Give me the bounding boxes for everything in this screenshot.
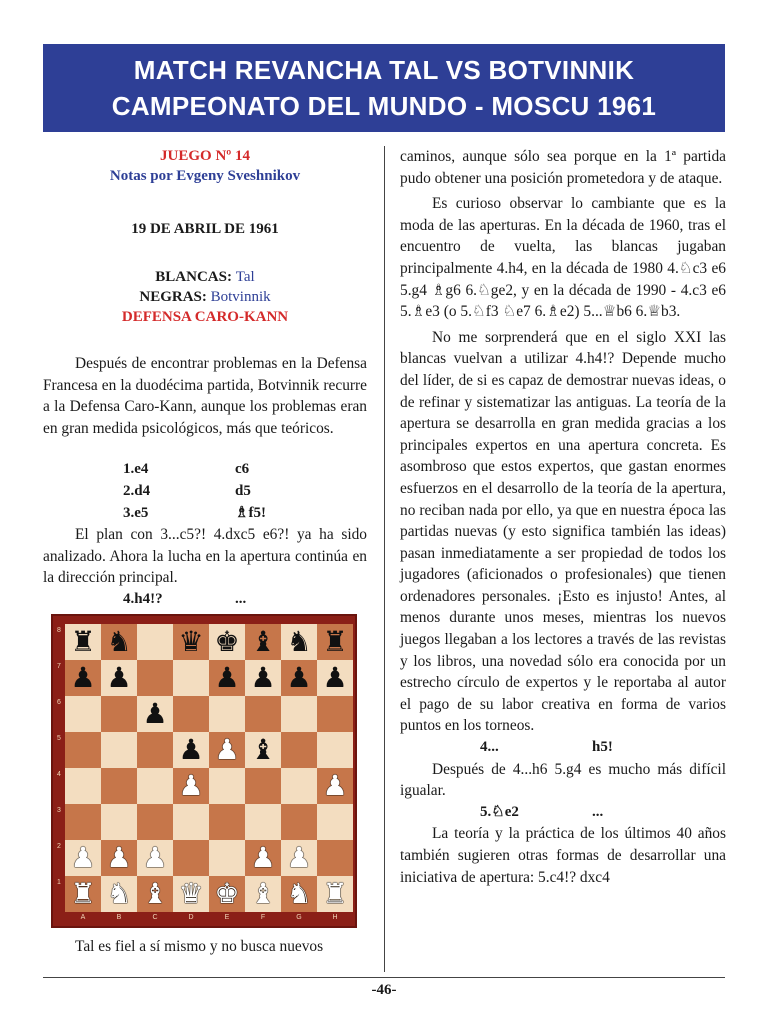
square-f6 — [245, 696, 281, 732]
black-label: NEGRAS: — [139, 289, 211, 305]
white-move: 5.♘e2 — [480, 803, 519, 820]
title-line-1: MATCH REVANCHA TAL VS BOTVINNIK — [133, 55, 635, 85]
black-player: Botvinnik — [210, 289, 271, 305]
white-move: 2.d4 — [123, 482, 151, 499]
square-g5 — [281, 732, 317, 768]
black-move: h5! — [592, 739, 613, 756]
square-f4 — [245, 768, 281, 804]
square-a1 — [65, 876, 101, 912]
square-a6 — [65, 696, 101, 732]
white-rook-icon: ♜ — [322, 876, 348, 910]
black-bishop-icon: ♝ — [250, 624, 276, 658]
black-rook-icon: ♜ — [70, 624, 96, 658]
white-move: 4.h4!? — [123, 590, 163, 607]
square-e7 — [209, 660, 245, 696]
rank-label: 1 — [57, 878, 61, 886]
rank-label: 4 — [57, 770, 61, 778]
black-pawn-icon: ♟ — [178, 732, 204, 766]
move-row-5 — [400, 802, 726, 824]
black-queen-icon: ♛ — [178, 624, 204, 658]
board-caption: Tal es fiel a sí mismo y no busca nuevos — [75, 937, 324, 955]
black-rook-icon: ♜ — [322, 624, 348, 658]
white-player-line — [43, 267, 367, 287]
white-label: BLANCAS: — [155, 269, 236, 285]
white-move: 3.e5 — [123, 504, 149, 521]
square-h1 — [317, 876, 353, 912]
black-move: ♗f5! — [235, 504, 266, 521]
square-f2 — [245, 840, 281, 876]
rank-label: 2 — [57, 842, 61, 850]
square-b1 — [101, 876, 137, 912]
page-number: -46- — [371, 982, 397, 998]
black-pawn-icon: ♟ — [214, 660, 240, 694]
practice-paragraph: La teoría y la práctica de los últimos 40 años también sugieren otras formas de desarrollar una iniciativa de apertura: 5.c4!? dxc4 — [400, 825, 726, 886]
square-g3 — [281, 804, 317, 840]
square-e5 — [209, 732, 245, 768]
square-b5 — [101, 732, 137, 768]
black-player-line — [43, 287, 367, 307]
square-c5 — [137, 732, 173, 768]
footer-rule — [43, 977, 725, 978]
white-pawn-icon: ♟ — [142, 840, 168, 874]
square-g1 — [281, 876, 317, 912]
rank-label: 7 — [57, 662, 61, 670]
file-label: F — [260, 913, 266, 921]
square-h4 — [317, 768, 353, 804]
white-knight-icon: ♞ — [106, 876, 132, 910]
title-banner — [43, 44, 725, 132]
square-h3 — [317, 804, 353, 840]
square-c1 — [137, 876, 173, 912]
square-f7 — [245, 660, 281, 696]
game-number: JUEGO Nº 14 — [160, 148, 250, 164]
theory-paragraph: No me sorprenderá que en el siglo XXI las blancas vuelvan a utilizar 4.h4!? Depende mucho del líder, de si es capaz de demostrar nuevas ideas, o de refinar y sistematizar las antiguas. La teoría de la apertura se desarrolla en gran medida gracias a los principales expertos en una apertura concreta. Es asombroso que estos expertos, que gastan enormes esfuerzos en el desarrollo de la teoría de la apertura, no reciban nada por ello, ya que en nuestra época las partidas nuevas (y esto significa también las ideas) pasan inmediatamente a ser propiedad de todos los jugadores (aficionados o profesionales) que tienen ordenadores personales. ¡Esto es injusto! Antes, al menos durante unos meses, mientras los nuevos juegos llegaban a los lectores a través de las revistas y los libros, una novedad sólo era conocida por un estrecho círculo de expertos y le reportaba al autor el pago de su labor creativa en forma de varios puntos en los torneos. — [400, 328, 726, 735]
square-f1 — [245, 876, 281, 912]
chess-board — [65, 624, 353, 912]
square-e2 — [209, 840, 245, 876]
square-b8 — [101, 624, 137, 660]
notes-author: Evgeny Sveshnikov — [176, 168, 301, 184]
intro-paragraph: Después de encontrar problemas en la Defensa Francesa en la duodécima partida, Botvinnik recurre a la Defensa Caro-Kann, aunque los problemas eran en gran medida psicológicos, más que teóricos. — [43, 355, 367, 437]
square-d4 — [173, 768, 209, 804]
file-label: D — [188, 913, 194, 921]
players-block — [43, 267, 367, 327]
rank-label: 8 — [57, 626, 61, 634]
square-a8 — [65, 624, 101, 660]
square-h7 — [317, 660, 353, 696]
rank-label: 5 — [57, 734, 61, 742]
black-move: d5 — [235, 482, 251, 499]
black-king-icon: ♚ — [214, 624, 240, 658]
rank-label: 3 — [57, 806, 61, 814]
square-h8 — [317, 624, 353, 660]
square-e4 — [209, 768, 245, 804]
square-b2 — [101, 840, 137, 876]
move-row — [43, 503, 367, 525]
move-row-4b — [400, 737, 726, 759]
square-a7 — [65, 660, 101, 696]
square-e6 — [209, 696, 245, 732]
square-d7 — [173, 660, 209, 696]
white-bishop-icon: ♝ — [142, 876, 168, 910]
white-king-icon: ♚ — [214, 876, 240, 910]
title-line-2: CAMPEONATO DEL MUNDO - MOSCU 1961 — [111, 91, 657, 121]
square-d5 — [173, 732, 209, 768]
black-pawn-icon: ♟ — [106, 660, 132, 694]
white-pawn-icon: ♟ — [322, 768, 348, 802]
square-f5 — [245, 732, 281, 768]
black-pawn-icon: ♟ — [70, 660, 96, 694]
continuation-paragraph: caminos, aunque sólo sea porque en la 1ª partida pudo obtener una posición prometedora y de ataque. — [400, 148, 726, 187]
square-d3 — [173, 804, 209, 840]
white-pawn-icon: ♟ — [286, 840, 312, 874]
square-g8 — [281, 624, 317, 660]
square-b7 — [101, 660, 137, 696]
file-label: A — [80, 913, 86, 921]
white-knight-icon: ♞ — [286, 876, 312, 910]
white-pawn-icon: ♟ — [250, 840, 276, 874]
white-pawn-icon: ♟ — [178, 768, 204, 802]
square-a4 — [65, 768, 101, 804]
column-divider — [384, 146, 385, 972]
black-knight-icon: ♞ — [286, 624, 312, 658]
move-row-4 — [43, 589, 367, 611]
right-column — [400, 146, 726, 888]
black-move: c6 — [235, 461, 250, 478]
square-a5 — [65, 732, 101, 768]
square-f8 — [245, 624, 281, 660]
square-h2 — [317, 840, 353, 876]
square-e8 — [209, 624, 245, 660]
square-c8 — [137, 624, 173, 660]
square-d1 — [173, 876, 209, 912]
white-move: 1.e4 — [123, 461, 149, 478]
white-pawn-icon: ♟ — [106, 840, 132, 874]
square-d6 — [173, 696, 209, 732]
file-label: C — [152, 913, 158, 921]
square-e3 — [209, 804, 245, 840]
game-date: 19 DE ABRIL DE 1961 — [131, 221, 279, 237]
notes-line — [43, 166, 367, 186]
square-c6 — [137, 696, 173, 732]
square-g6 — [281, 696, 317, 732]
square-b3 — [101, 804, 137, 840]
white-pawn-icon: ♟ — [214, 732, 240, 766]
square-b4 — [101, 768, 137, 804]
square-c7 — [137, 660, 173, 696]
square-d2 — [173, 840, 209, 876]
black-bishop-icon: ♝ — [250, 732, 276, 766]
opening-name: DEFENSA CARO-KANN — [121, 309, 289, 325]
square-g7 — [281, 660, 317, 696]
square-g4 — [281, 768, 317, 804]
fashion-paragraph: Es curioso observar lo cambiante que es la moda de las aperturas. En la década de 1960, tras el encuentro de vuelta, las blancas jugaban principalmente 4.h4, en la década de 1980 4.♘c3 e6 5.g4 ♗g6 6.♘ge2, y en la década de 1990 - 4.c3 e6 5.♗e3 (o 5.♘f3 ♘e7 6.♗e2) 5...♕b6 6.♕b3. — [400, 195, 726, 321]
black-move: ... — [592, 803, 604, 820]
black-pawn-icon: ♟ — [322, 660, 348, 694]
square-a2 — [65, 840, 101, 876]
chess-diagram — [51, 614, 357, 928]
square-h5 — [317, 732, 353, 768]
after-h6-paragraph: Después de 4...h6 5.g4 es mucho más difícil igualar. — [400, 760, 726, 800]
white-rook-icon: ♜ — [70, 876, 96, 910]
square-f3 — [245, 804, 281, 840]
opening-moves — [43, 459, 367, 524]
white-bishop-icon: ♝ — [250, 876, 276, 910]
white-player: Tal — [235, 269, 255, 285]
square-e1 — [209, 876, 245, 912]
black-move: ... — [235, 590, 247, 607]
rank-label: 6 — [57, 698, 61, 706]
square-c3 — [137, 804, 173, 840]
move-row — [43, 459, 367, 481]
black-pawn-icon: ♟ — [286, 660, 312, 694]
white-pawn-icon: ♟ — [70, 840, 96, 874]
file-label: G — [296, 913, 302, 921]
move-row — [43, 481, 367, 503]
white-queen-icon: ♛ — [178, 876, 204, 910]
square-d8 — [173, 624, 209, 660]
file-label: H — [332, 913, 338, 921]
square-a3 — [65, 804, 101, 840]
plan-paragraph: El plan con 3...c5?! 4.dxc5 e6?! ya ha sido analizado. Ahora la lucha en la apertura continúa en la dirección principal. — [43, 526, 367, 587]
square-h6 — [317, 696, 353, 732]
square-c2 — [137, 840, 173, 876]
file-label: E — [224, 913, 230, 921]
square-c4 — [137, 768, 173, 804]
white-move: 4... — [480, 739, 499, 756]
square-b6 — [101, 696, 137, 732]
black-pawn-icon: ♟ — [250, 660, 276, 694]
left-column — [43, 146, 367, 957]
file-label: B — [116, 913, 122, 921]
black-pawn-icon: ♟ — [142, 696, 168, 730]
black-knight-icon: ♞ — [106, 624, 132, 658]
notes-prefix: Notas por — [109, 168, 177, 184]
square-g2 — [281, 840, 317, 876]
